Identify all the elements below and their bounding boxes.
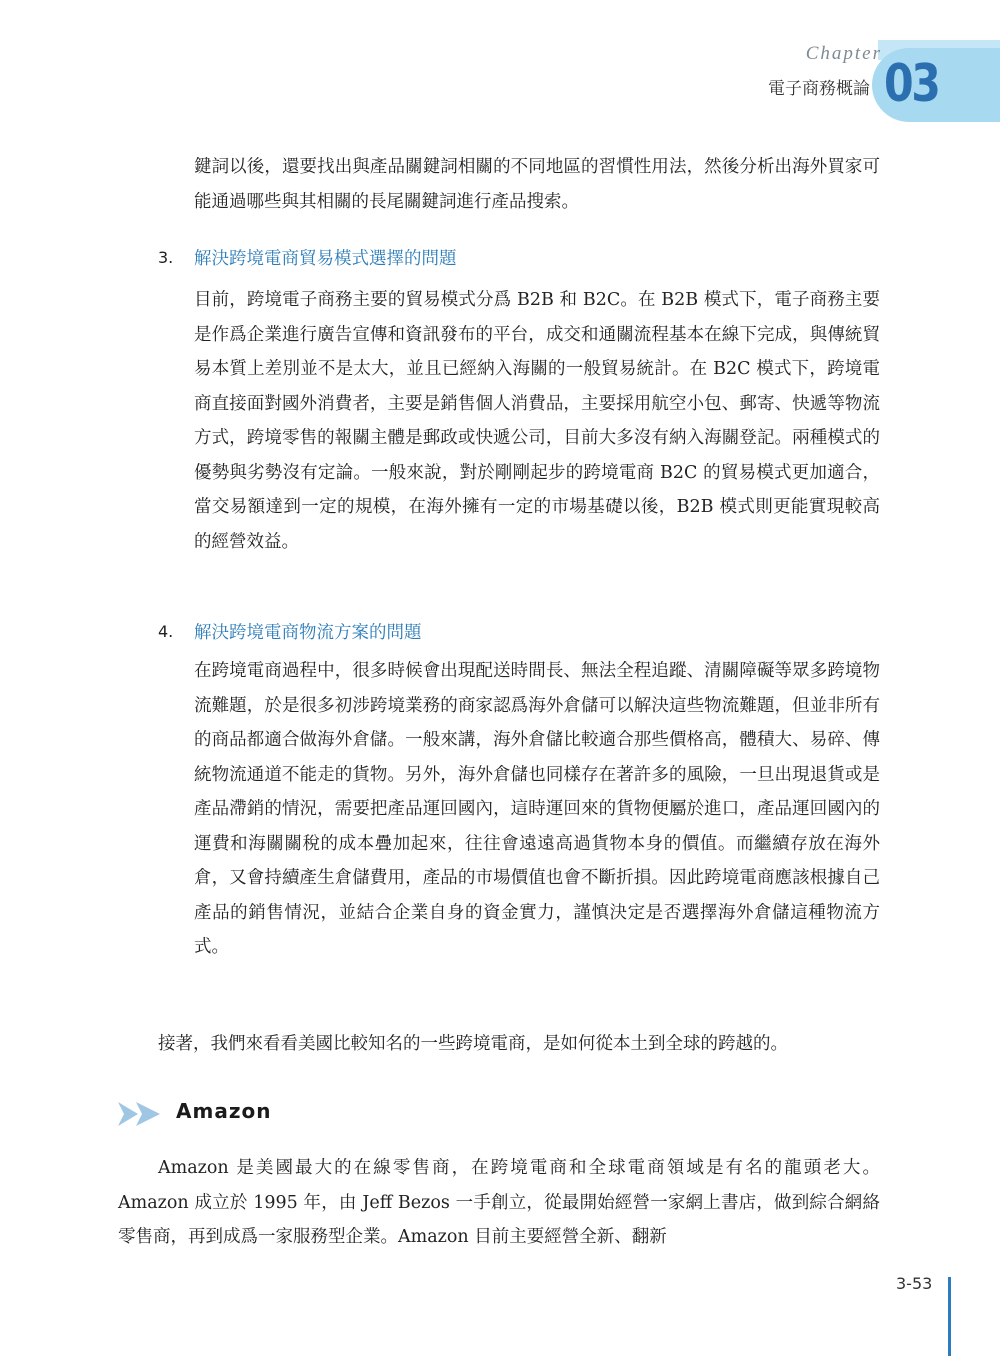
item-4-text: 在跨境電商過程中，很多時候會出現配送時間長、無法全程追蹤、清關障礙等眾多跨境物流難題，於是很多初涉跨境業務的商家認爲海外倉儲可以解決這些物流難題，但並非所有的商品都適合做海外倉儲。一般來講，海外倉儲比較適合那些價格高，體積大、易碎、傳統物流通道不能走的貨物。另外，海外倉儲也同樣存在著許多的風險，一旦出現退貨或是產品滯銷的情況，需要把產品運回國內，這時運回來的貨物便屬於進口，產品運回國內的運費和海關關稅的成本疊加起來，往往會遠遠高過貨物本身的價值。而繼續存放在海外倉，又會持續產生倉儲費用，產品的市場價值也會不斷折損。因此跨境電商應該根據自己產品的銷售情況，並結合企業自身的資金實力，謹慎決定是否選擇海外倉儲這種物流方式。 xyxy=(194,661,880,957)
item-4-heading: 解決跨境電商物流方案的問題 xyxy=(194,623,422,643)
double-arrow-icon xyxy=(118,1100,168,1128)
item-3-number: 3. xyxy=(158,248,174,267)
item-3-heading: 解決跨境電商貿易模式選擇的問題 xyxy=(194,249,457,269)
section-text: Amazon 是美國最大的在線零售商，在跨境電商和全球電商領域是有名的龍頭老大。Amazon 成立於 1995 年，由 Jeff Bezos 一手創立，從最開始經營一家網上書店，做到綜合網絡零售商，再到成爲一家服務型企業。Amazon 目前主要經營全新、翻新 xyxy=(118,1158,880,1247)
section-heading: Amazon xyxy=(176,1099,272,1123)
page-rule xyxy=(948,1277,951,1356)
chapter-number: 03 xyxy=(884,54,939,114)
item-3-text: 目前，跨境電子商務主要的貿易模式分爲 B2B 和 B2C。在 B2B 模式下，電子商務主要是作爲企業進行廣告宣傳和資訊發布的平台，成交和通關流程基本在線下完成，與傳統貿易本質上差別並不是太大，並且已經納入海關的一般貿易統計。在 B2C 模式下，跨境電商直接面對國外消費者，主要是銷售個人消費品，主要採用航空小包、郵寄、快遞等物流方式，跨境零售的報關主體是郵政或快遞公司，目前大多沒有納入海關登記。兩種模式的優勢與劣勢沒有定論。一般來說，對於剛剛起步的跨境電商 B2C 的貿易模式更加適合，當交易額達到一定的規模，在海外擁有一定的市場基礎以後，B2B 模式則更能實現較高的經營效益。 xyxy=(194,290,880,552)
section-paragraph xyxy=(118,1151,880,1255)
page-number: 3-53 xyxy=(896,1274,933,1293)
intro-paragraph xyxy=(194,150,880,219)
transition-text: 接著，我們來看看美國比較知名的一些跨境電商，是如何從本土到全球的跨越的。 xyxy=(158,1034,788,1054)
transition-paragraph xyxy=(158,1027,880,1062)
item-4-number: 4. xyxy=(158,622,174,641)
item-3-paragraph xyxy=(194,283,880,559)
chapter-title: 電子商務概論 xyxy=(768,79,870,99)
chapter-word: Chapter xyxy=(805,43,882,64)
item-4-paragraph xyxy=(194,654,880,965)
intro-text: 鍵詞以後，還要找出與產品關鍵詞相關的不同地區的習慣性用法，然後分析出海外買家可能通過哪些與其相關的長尾關鍵詞進行產品搜索。 xyxy=(194,157,880,212)
